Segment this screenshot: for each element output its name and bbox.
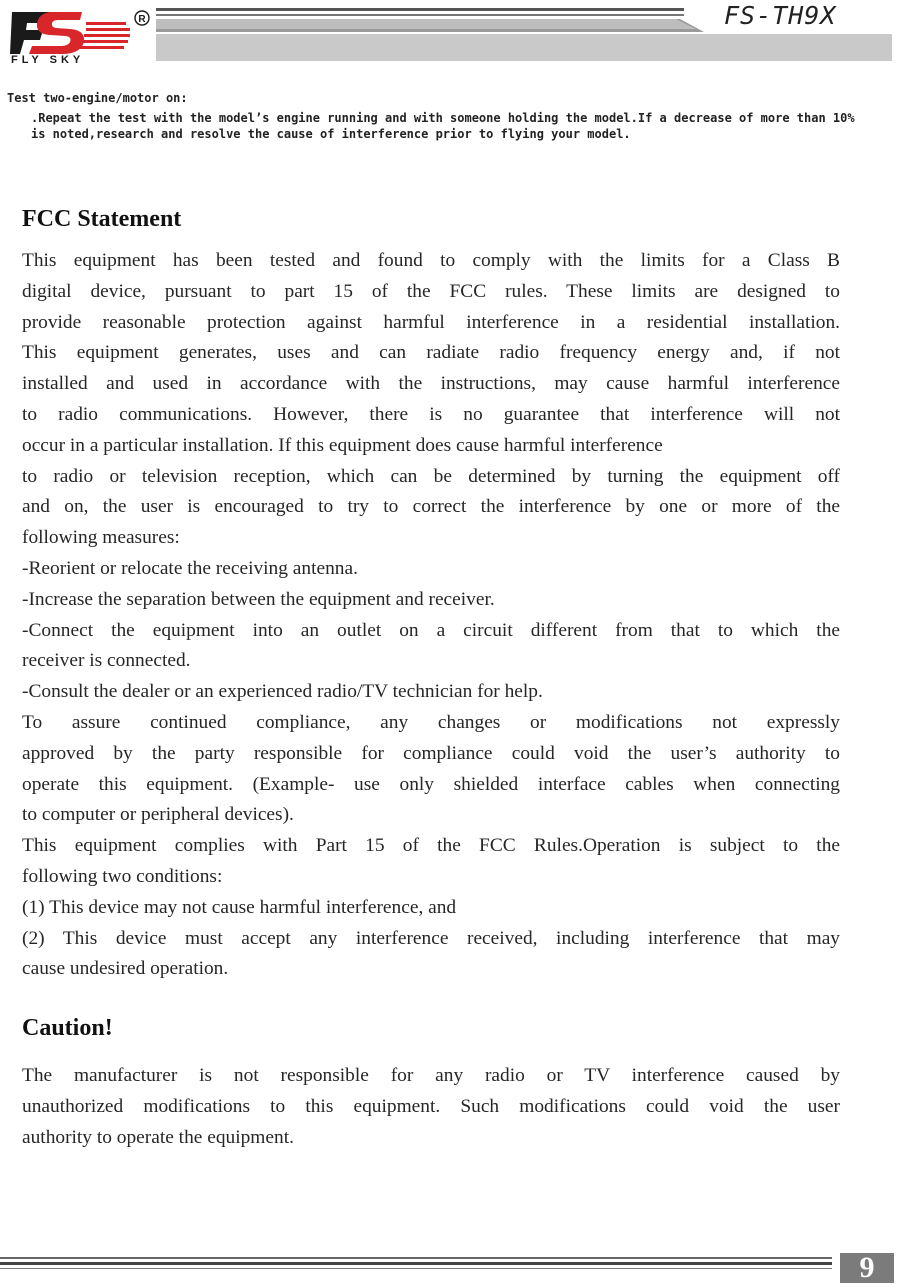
fcc-line: This equipment generates, uses and can radiate radio frequency energy and, if not bbox=[22, 342, 840, 364]
fcc-measure: -Increase the separation between the equipment and receiver. bbox=[22, 588, 495, 610]
header-slant-band bbox=[156, 19, 704, 32]
fcc-line: to radio or television reception, which can be determined by turning the equipment off bbox=[22, 465, 840, 487]
caution-line: The manufacturer is not responsible for any radio or TV interference caused by bbox=[22, 1065, 840, 1087]
flysky-logo bbox=[10, 8, 150, 64]
fcc-measure: -Reorient or relocate the receiving antenna. bbox=[22, 557, 358, 579]
page-number: 9 bbox=[840, 1253, 894, 1283]
caution-text bbox=[22, 1061, 840, 1153]
fcc-line: and on, the user is encouraged to try to correct the interference by one or more of the bbox=[22, 496, 840, 518]
caution-line: authority to operate the equipment. bbox=[22, 1126, 294, 1148]
fcc-line: installed and used in accordance with the instructions, may cause harmful interference bbox=[22, 373, 840, 395]
header-rule-second bbox=[156, 14, 684, 16]
footer-rule-middle bbox=[0, 1262, 832, 1265]
fcc-line: digital device, pursuant to part 15 of the FCC rules. These limits are designed to bbox=[22, 280, 840, 302]
test-heading: Test two-engine/motor on: bbox=[7, 91, 188, 105]
fcc-condition: (2) This device must accept any interference received, including interference that may bbox=[22, 927, 840, 949]
fcc-condition: (1) This device may not cause harmful interference, and bbox=[22, 896, 457, 918]
main-content bbox=[22, 200, 840, 1154]
fcc-line: to radio communications. However, there is no guarantee that interference will not bbox=[22, 403, 840, 425]
fcc-line: occur in a particular installation. If this equipment does cause harmful interference bbox=[22, 434, 663, 456]
fcc-line: This equipment complies with Part 15 of the FCC Rules.Operation is subject to the bbox=[22, 835, 840, 857]
header-rule-top bbox=[156, 8, 684, 11]
svg-text:FLY SKY: FLY SKY bbox=[11, 54, 85, 64]
svg-text:R: R bbox=[138, 14, 146, 25]
fcc-line: receiver is connected. bbox=[22, 650, 191, 672]
test-section bbox=[7, 90, 887, 142]
fcc-line: operate this equipment. (Example- use only shielded interface cables when connecting bbox=[22, 773, 840, 795]
header-gray-bar bbox=[156, 34, 892, 61]
fcc-line: following two conditions: bbox=[22, 865, 223, 887]
model-title: FS-TH9X bbox=[724, 1, 837, 30]
flysky-logo-graphic bbox=[10, 8, 150, 64]
fcc-line: This equipment has been tested and found to comply with the limits for a Class B bbox=[22, 250, 840, 271]
fcc-line: to computer or peripheral devices). bbox=[22, 804, 294, 826]
fcc-line: cause undesired operation. bbox=[22, 958, 229, 980]
fcc-line: following measures: bbox=[22, 527, 180, 549]
fcc-heading: FCC Statement bbox=[22, 206, 182, 232]
caution-heading: Caution! bbox=[22, 1015, 113, 1042]
fcc-line: provide reasonable protection against harmful interference in a residential installation. bbox=[22, 311, 840, 333]
fcc-statement bbox=[22, 246, 840, 985]
caution-line: unauthorized modifications to this equipment. Such modifications could void the user bbox=[22, 1095, 840, 1117]
fcc-line: To assure continued compliance, any changes or modifications not expressly bbox=[22, 711, 840, 733]
fcc-measure: -Connect the equipment into an outlet on a circuit different from that to which the bbox=[22, 619, 840, 641]
fcc-measure: -Consult the dealer or an experienced radio/TV technician for help. bbox=[22, 681, 543, 703]
test-body: .Repeat the test with the model’s engine running and with someone holding the model.If a decrease of more than 10% is noted,research and resolve the cause of interference prior to flying your model. bbox=[31, 111, 855, 141]
fcc-line: approved by the party responsible for compliance could void the user’s authority to bbox=[22, 742, 840, 764]
footer-rule-bottom bbox=[0, 1268, 832, 1269]
footer-rule-top bbox=[0, 1257, 832, 1259]
